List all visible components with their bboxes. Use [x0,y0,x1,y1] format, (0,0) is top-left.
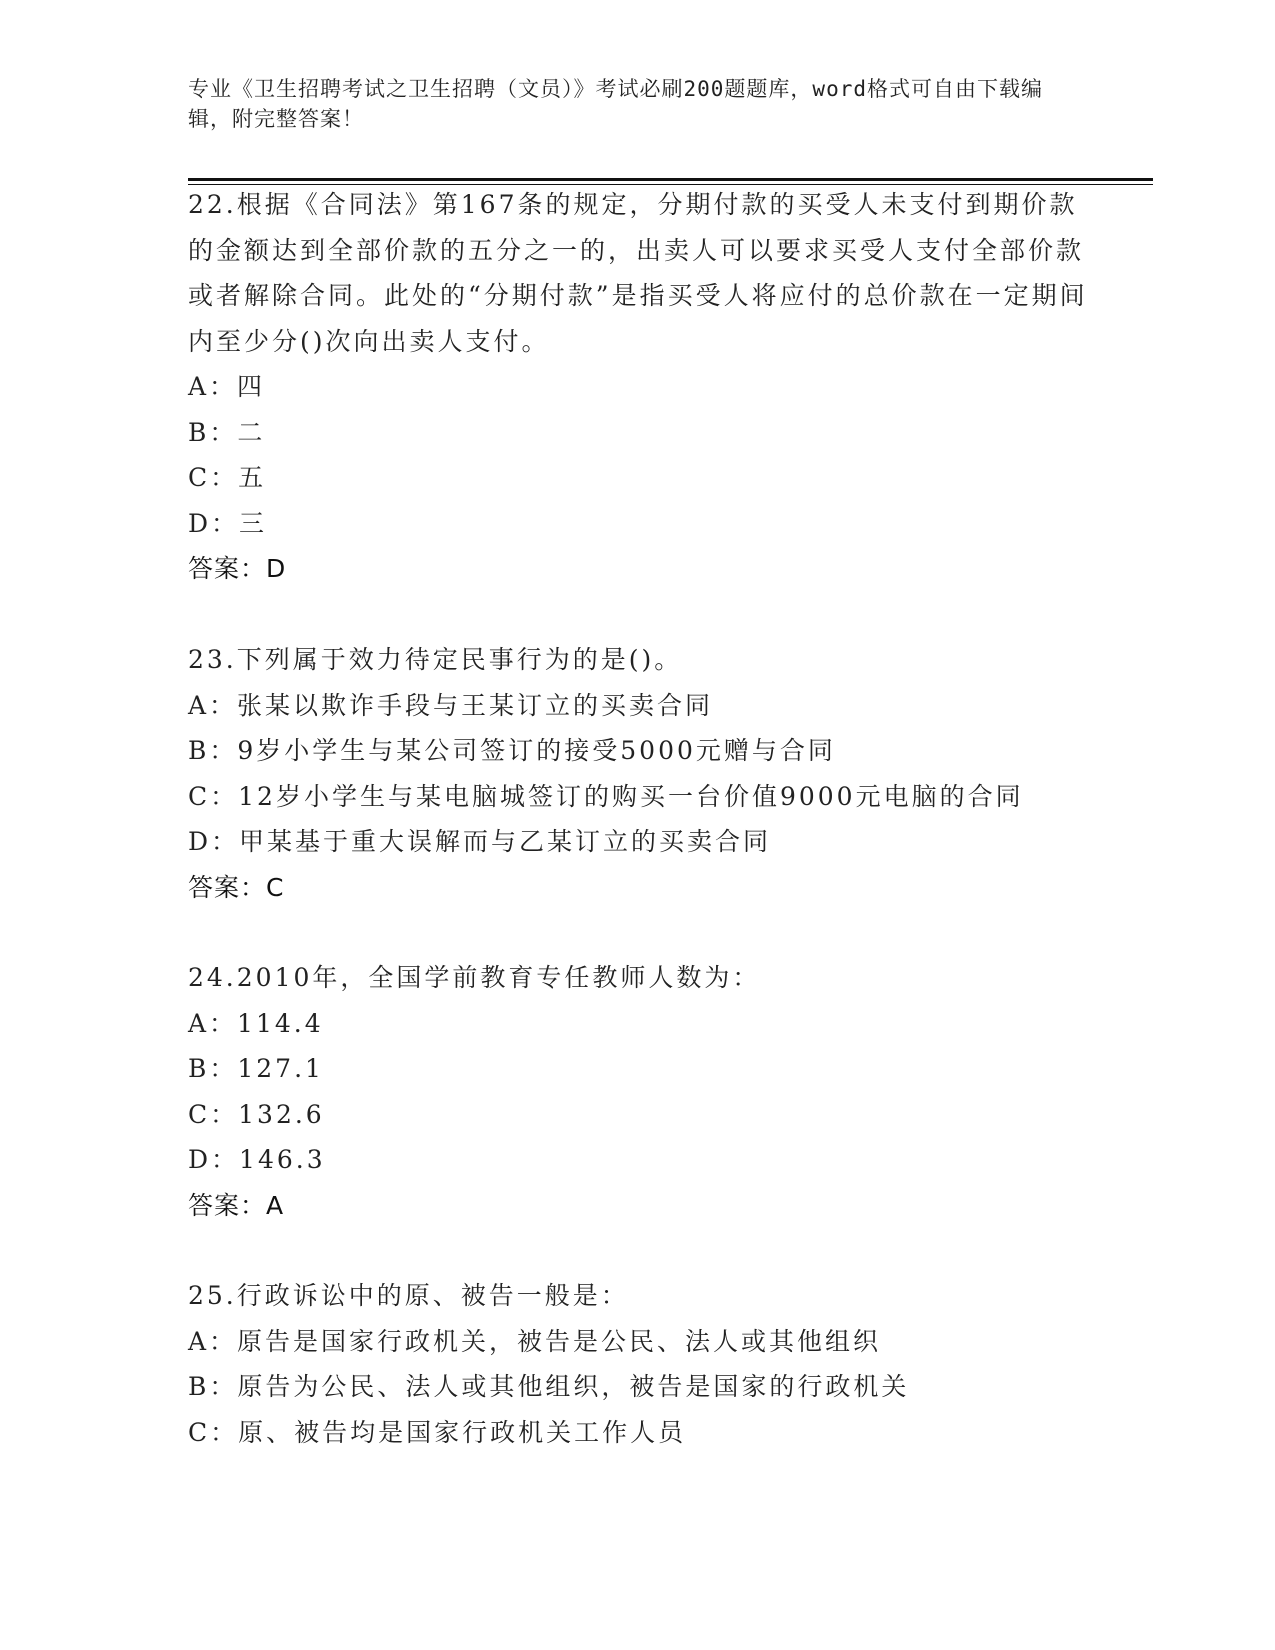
option-b: B：二 [188,417,266,447]
option-c: C：12岁小学生与某电脑城签订的购买一台价值9000元电脑的合同 [188,781,1024,811]
question-23 [188,637,1088,910]
option-a: A：张某以欺诈手段与王某订立的买卖合同 [188,690,714,720]
option-a: A：四 [188,372,266,401]
question-24 [188,955,1088,1228]
question-text: 25.行政诉讼中的原、被告一般是： [188,1281,629,1310]
answer: 答案：C [188,872,285,902]
option-d: D：甲某基于重大误解而与乙某订立的买卖合同 [188,827,772,856]
option-d: D：三 [188,508,268,538]
question-25 [188,1273,1088,1455]
answer: 答案：D [188,554,287,583]
question-text: 24.2010年，全国学前教育专任教师人数为： [188,963,761,992]
option-c: C：原、被告均是国家行政机关工作人员 [188,1417,687,1447]
question-text: 22.根据《合同法》第167条的规定，分期付款的买受人未支付到期价款的金额达到全部价款的五分之一的，出卖人可以要求买受人支付全部价款或者解除合同。此处的“分期付款”是指买受人将应付的总价款在一定期间内至少分()次向出卖人支付。 [188,190,1088,356]
option-d: D：146.3 [188,1145,326,1174]
option-a: A：原告是国家行政机关，被告是公民、法人或其他组织 [188,1326,882,1356]
question-22 [188,182,1088,592]
option-c: C：132.6 [188,1099,325,1129]
question-text: 23.下列属于效力待定民事行为的是()。 [188,645,683,674]
option-b: B：原告为公民、法人或其他组织，被告是国家的行政机关 [188,1372,910,1401]
option-b: B：9岁小学生与某公司签订的接受5000元赠与合同 [188,736,836,765]
option-b: B：127.1 [188,1054,324,1083]
option-c: C：五 [188,463,267,492]
answer: 答案：A [188,1190,285,1220]
header-rule-thick [188,178,1153,181]
document-header: 专业《卫生招聘考试之卫生招聘（文员）》考试必刷200题题库，word格式可自由下载编辑，附完整答案！ [188,77,1043,131]
option-a: A：114.4 [188,1008,324,1038]
